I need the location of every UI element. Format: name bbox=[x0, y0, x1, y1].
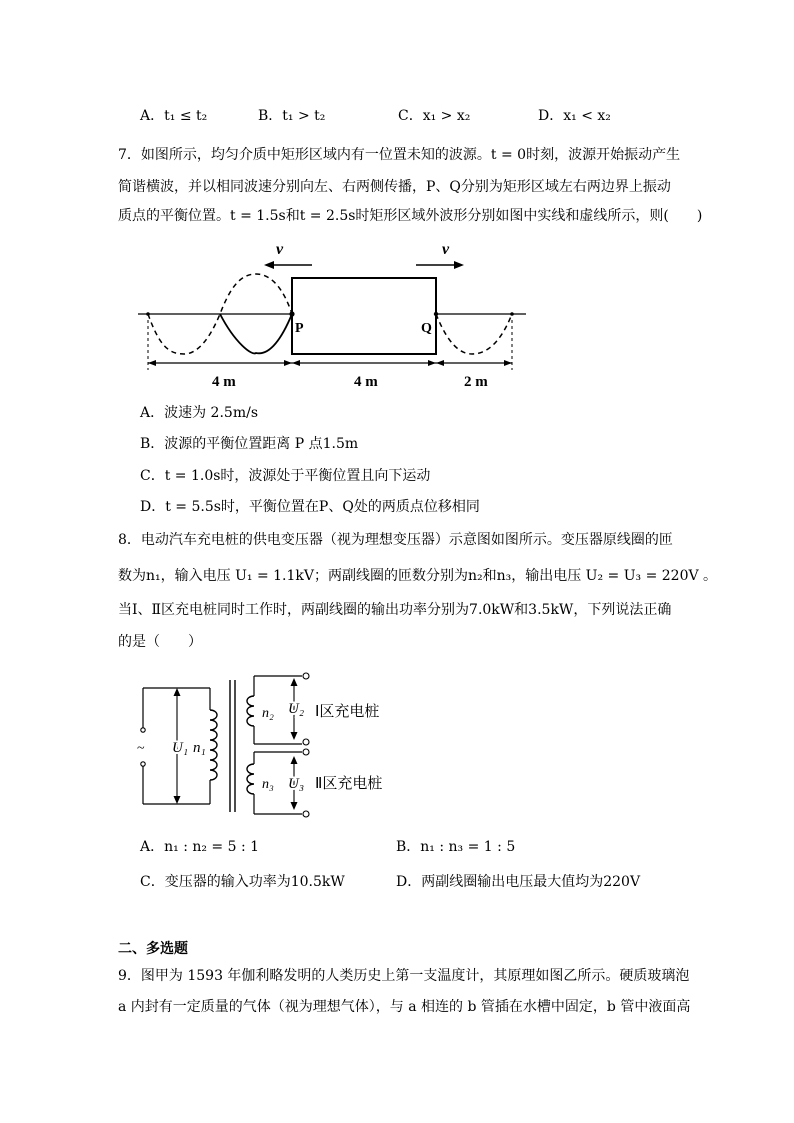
section-heading: 二、多选题 bbox=[118, 941, 188, 957]
arrow-down-icon bbox=[291, 802, 298, 810]
q8-option-a: A．n₁ : n₂ = 5 : 1 bbox=[140, 839, 260, 855]
secondary1-coil bbox=[247, 696, 254, 726]
q6-option-b-text: t₁ > t₂ bbox=[282, 108, 326, 124]
ac-source-symbol: ~ bbox=[137, 741, 145, 756]
q8-option-b: B．n₁ : n₃ = 1 : 5 bbox=[396, 839, 516, 855]
secondary2-coil bbox=[247, 764, 254, 794]
q8-stem-line-3: 当Ⅰ、Ⅱ区充电桩同时工作时，两副线圈的输出功率分别为7.0kW和3.5kW，下列说法正确 bbox=[118, 602, 672, 618]
zone1-label: Ⅰ区充电桩 bbox=[315, 704, 380, 720]
output2-terminal-top bbox=[303, 749, 309, 755]
output1-terminal-bottom bbox=[303, 739, 309, 745]
q6-option-a: A．t₁ ≤ t₂ bbox=[140, 108, 208, 124]
source-region-rect bbox=[292, 278, 436, 354]
q6-option-d-text: x₁ < x₂ bbox=[563, 108, 611, 124]
dim-label-middle: 4 m bbox=[354, 374, 378, 390]
q8-option-d: D．两副线圈输出电压最大值均为220V bbox=[396, 874, 641, 890]
q8-option-c: C．变压器的输入功率为10.5kW bbox=[140, 874, 345, 890]
q6-option-c-text: x₁ > x₂ bbox=[422, 108, 471, 124]
ac-terminal-bottom bbox=[141, 762, 145, 766]
dashed-wave-right bbox=[436, 314, 512, 354]
velocity-label-right: v bbox=[442, 241, 450, 258]
arrow-right-icon bbox=[454, 261, 464, 269]
q9-stem-line-2: a 内封有一定质量的气体（视为理想气体），与 a 相连的 b 管插在水槽中固定，b 管中液面高 bbox=[118, 999, 691, 1015]
dim-label-left: 4 m bbox=[212, 374, 236, 390]
left-end-dot bbox=[146, 312, 150, 316]
dim-arrow-icon bbox=[436, 360, 444, 366]
n1-label: n₁ bbox=[193, 740, 206, 756]
n2-label: n₂ bbox=[262, 706, 274, 721]
solid-wave-left bbox=[220, 314, 292, 353]
zone2-label: Ⅱ区充电桩 bbox=[315, 776, 383, 792]
n3-label: n₃ bbox=[262, 777, 274, 792]
dim-label-right: 2 m bbox=[464, 374, 488, 390]
q6-option-b: B．t₁ > t₂ bbox=[258, 108, 326, 124]
arrow-down-icon bbox=[174, 796, 181, 804]
q7-stem-line-1: 7．如图所示，均匀介质中矩形区域内有一位置未知的波源。t = 0时刻，波源开始振动产生 bbox=[118, 147, 681, 163]
primary-coil bbox=[210, 710, 217, 780]
dim-arrow-icon bbox=[148, 360, 156, 366]
dim-arrow-icon bbox=[284, 360, 292, 366]
q6-option-d: D．x₁ < x₂ bbox=[538, 108, 611, 124]
q7-option-b: B．波源的平衡位置距离 P 点1.5m bbox=[140, 436, 359, 452]
q8-transformer-figure bbox=[130, 668, 400, 820]
label-q: Q bbox=[421, 321, 432, 336]
q7-stem-line-3: 质点的平衡位置。t = 1.5s和t = 2.5s时矩形区域外波形分别如图中实线和虚线所示，则( ) bbox=[118, 208, 703, 224]
dim-arrow-icon bbox=[428, 360, 436, 366]
ac-terminal-top bbox=[141, 728, 145, 732]
q7-stem-line-2: 简谐横波，并以相同波速分别向左、右两侧传播，P、Q分别为矩形区域左右两边界上振动 bbox=[118, 179, 671, 195]
q7-option-c: C．t = 1.0s时，波源处于平衡位置且向下运动 bbox=[140, 468, 431, 484]
q9-stem-line-1: 9．图甲为 1593 年伽利略发明的人类历史上第一支温度计，其原理如图乙所示。硬质玻璃泡 bbox=[118, 968, 690, 984]
q8-stem-line-1: 8．电动汽车充电桩的供电变压器（视为理想变压器）示意图如图所示。变压器原线圈的匝 bbox=[118, 532, 673, 548]
q7-option-a: A．波速为 2.5m/s bbox=[140, 405, 259, 421]
dim-arrow-icon bbox=[504, 360, 512, 366]
q8-stem-line-4: 的是（ ） bbox=[118, 634, 202, 650]
arrow-up-icon bbox=[174, 688, 181, 696]
arrow-up-icon bbox=[291, 756, 298, 764]
u1-label: U₁ bbox=[172, 740, 189, 756]
u3-label: U₃ bbox=[288, 776, 305, 792]
right-end-dot bbox=[510, 312, 514, 316]
q7-wave-figure bbox=[130, 238, 530, 393]
output2-terminal-bottom bbox=[303, 811, 309, 817]
arrow-left-icon bbox=[264, 261, 274, 269]
dim-arrow-icon bbox=[292, 360, 300, 366]
q6-option-a-text: t₁ ≤ t₂ bbox=[164, 108, 208, 124]
q6-option-c: C．x₁ > x₂ bbox=[398, 108, 471, 124]
point-q-dot bbox=[434, 312, 438, 316]
arrow-up-icon bbox=[291, 678, 298, 686]
q7-option-d: D．t = 5.5s时，平衡位置在P、Q处的两质点位移相同 bbox=[140, 499, 480, 515]
arrow-down-icon bbox=[291, 732, 298, 740]
u2-label: U₂ bbox=[288, 701, 305, 717]
point-p-dot bbox=[289, 311, 294, 316]
label-p: P bbox=[295, 321, 304, 336]
velocity-label-left: v bbox=[276, 241, 284, 258]
output1-terminal-top bbox=[303, 673, 309, 679]
q8-stem-line-2: 数为n₁，输入电压 U₁ = 1.1kV；两副线圈的匝数分别为n₂和n₃，输出电压 U₂ = U₃ = 220V 。 bbox=[118, 568, 718, 584]
